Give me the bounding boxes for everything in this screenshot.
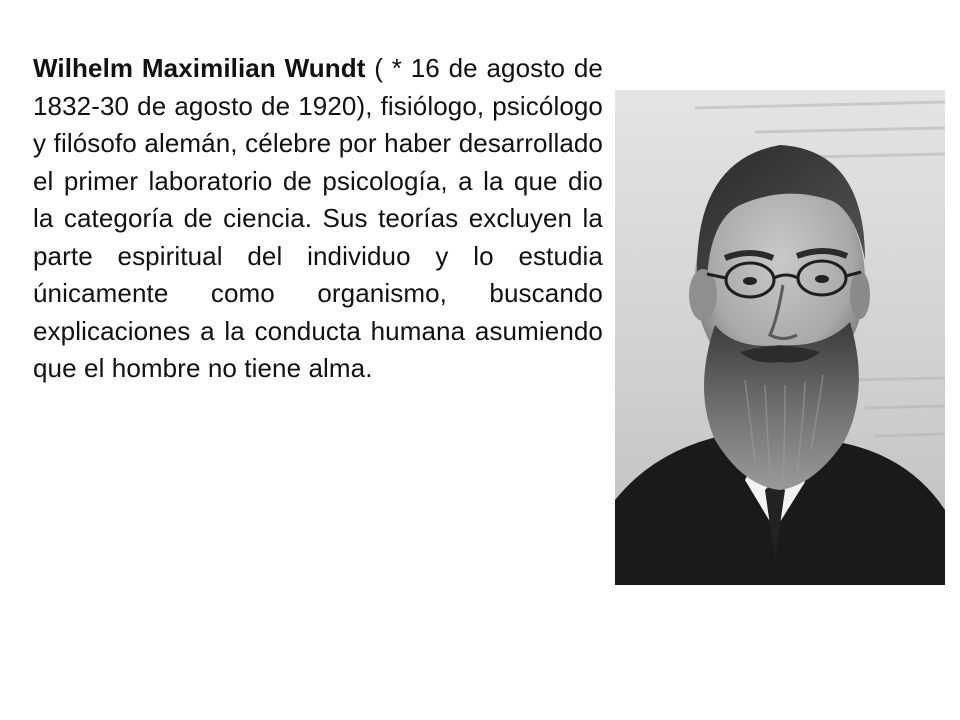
person-name: Wilhelm Maximilian Wundt	[33, 53, 366, 83]
portrait-photo	[615, 90, 945, 585]
biography-text: ( * 16 de agosto de 1832-30 de agosto de 1920), fisiólogo, psicólogo y filósofo alemán, célebre por haber desarrollado el primer laboratorio de psicología, a la que dio la categoría de ciencia. Sus teorías excluyen la parte espiritual del individuo y lo estudia únicamente como organismo, buscando explicaciones a la conducta humana asumiendo que el hombre no tiene alma.	[33, 53, 603, 383]
portrait-illustration	[615, 90, 945, 585]
biography-paragraph	[33, 50, 603, 388]
